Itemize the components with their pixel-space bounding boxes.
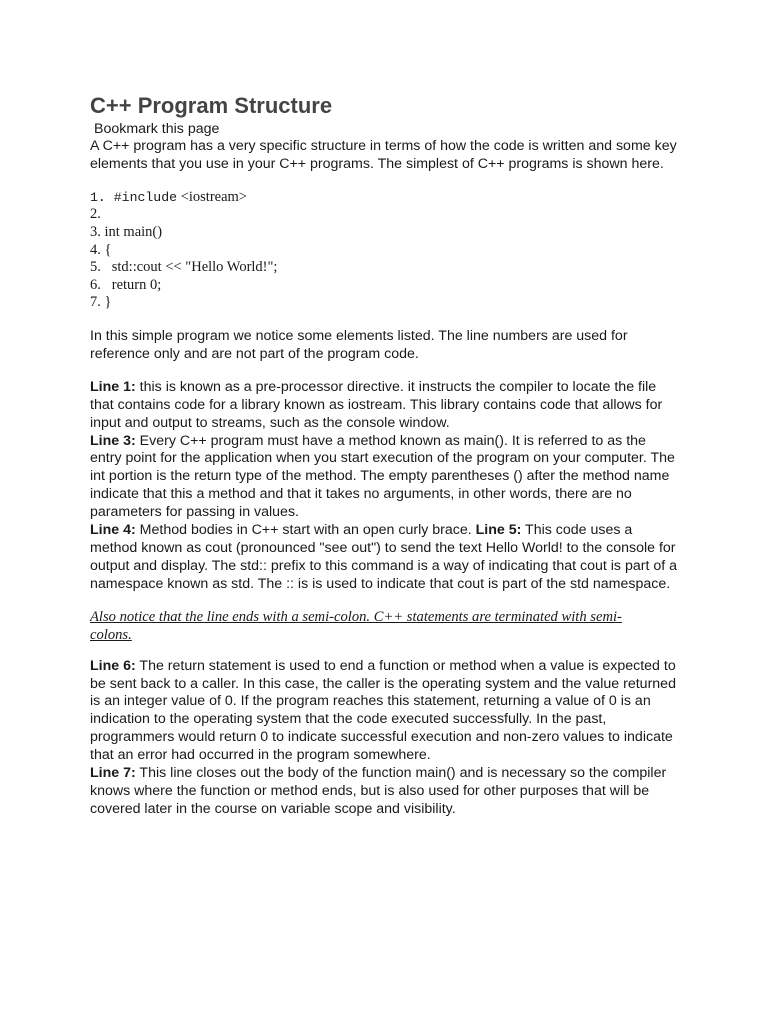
line-3-text: Every C++ program must have a method known as main(). It is referred to as the entry point for the application when you start execution of the program on your computer. The int portion is the return type of the method. The empty parentheses () after the method name indicate that this a method and that it takes no arguments, in other words, there are no parameters for passing in values. (90, 432, 675, 521)
code-line-1-prefix: 1. #include (90, 189, 178, 205)
line-1-label: Line 1: (90, 378, 136, 395)
code-line-3: 3. int main() (90, 224, 163, 240)
line-5-text: This code uses a method known as cout (pronounced "see out") to send the text Hello World! to the console for output and display. The std:: prefix to this command is a way of indicating that cout is part of a namespace known as std. The :: is is used to indicate that cout is part of the std namespace. (90, 522, 677, 592)
intro-paragraph: A C++ program has a very specific structure in terms of how the code is written and some key elements that you use in your C++ programs. The simplest of C++ programs is shown here. (90, 138, 677, 172)
line-5-label: Line 5: (475, 522, 522, 539)
line-6-text: The return statement is used to end a function or method when a value is expected to be sent back to a caller. In this case, the caller is the operating system and the value returned is an integer value of 0. If the program reaches this statement, returning a value of 0 is an indication to the operating system that the code executed successfully. In the past, programmers would return 0 to indicate successful execution and non-zero values to indicate that an error had occurred in the program somewhere. (90, 657, 676, 764)
code-line-4: 4. { (90, 241, 112, 258)
line-6-label: Line 6: (90, 657, 136, 674)
bookmark-link[interactable]: Bookmark this page (94, 121, 220, 137)
line-4-text: Method bodies in C++ start with an open curly brace. (135, 522, 476, 539)
line-explanations-2 (90, 658, 680, 819)
line-explanations-1 (90, 379, 680, 594)
code-line-2: 2. (90, 206, 101, 223)
code-listing (90, 189, 680, 312)
notice-paragraph: In this simple program we notice some elements listed. The line numbers are used for reference only and are not part of the program code. (90, 327, 628, 362)
line-7-text: This line closes out the body of the function main() and is necessary so the compiler knows where the function or method ends, but is also used for other purposes that will be covered later in the course on variable scope and visibility. (90, 765, 667, 817)
line-7-label: Line 7: (90, 765, 136, 782)
code-line-5: 5. std::cout << "Hello World!"; (90, 259, 278, 276)
line-3-label: Line 3: (90, 432, 136, 449)
code-line-6: 6. return 0; (90, 276, 162, 293)
line-4-label: Line 4: (90, 522, 136, 539)
line-1-text: this is known as a pre-processor directive. it instructs the compiler to locate the file that contains code for a library known as iostream. This library contains code that allows for input and output to streams, such as the console window. (90, 378, 663, 431)
page-title: C++ Program Structure (90, 93, 333, 118)
document-page (90, 92, 680, 819)
code-line-1 (90, 189, 680, 207)
code-line-1-rest: <iostream> (177, 188, 247, 205)
code-line-7: 7. } (90, 294, 112, 311)
semicolon-note: Also notice that the line ends with a semi-colon. C++ statements are terminated with semi-colons. (90, 608, 622, 643)
